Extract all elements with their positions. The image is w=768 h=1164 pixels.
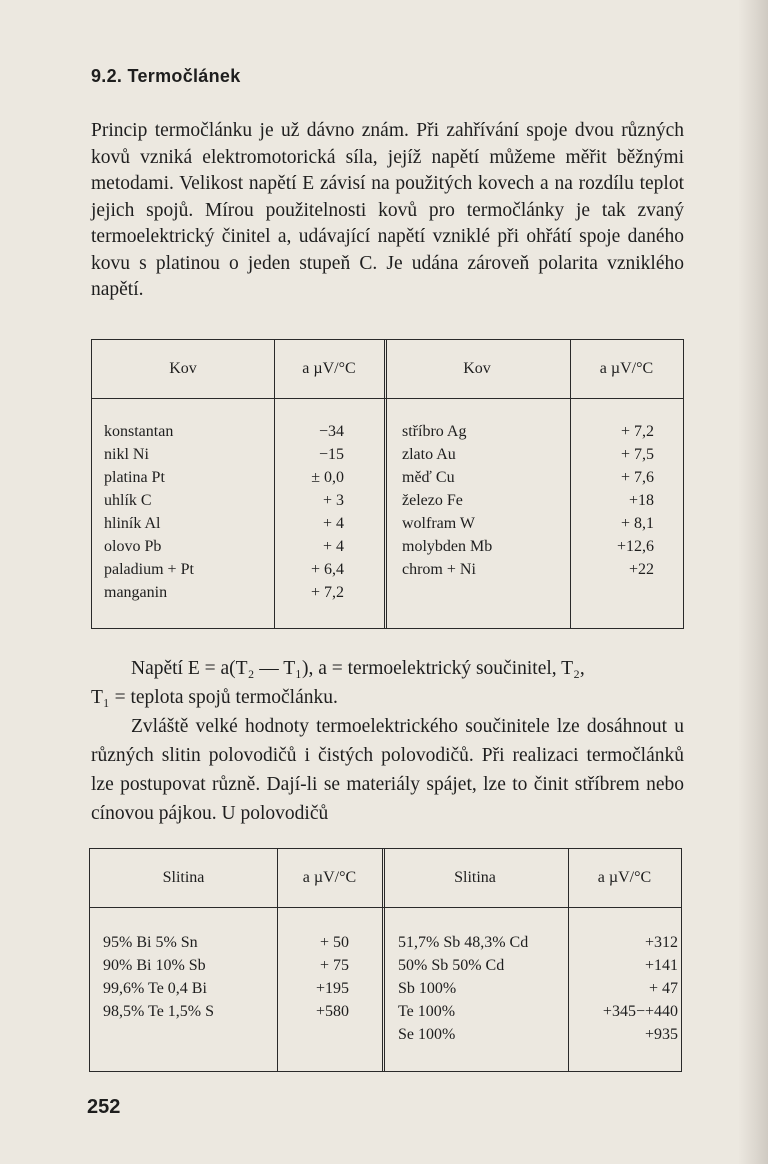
- table-cell: zlato Au: [402, 446, 456, 463]
- table-cell: + 6,4: [310, 561, 344, 578]
- table-cell: železo Fe: [402, 492, 463, 509]
- table-cell: + 7,2: [620, 423, 654, 440]
- header-metal-2: Kov: [463, 360, 491, 377]
- page-number: 252: [87, 1096, 121, 1118]
- table-cell: + 47: [648, 980, 678, 997]
- table-cell: +312: [644, 934, 678, 951]
- table-cell: wolfram W: [402, 515, 476, 532]
- header-alloy-2: Slitina: [454, 869, 496, 886]
- column-divider: [274, 340, 275, 628]
- page-edge: [738, 0, 768, 1164]
- table-cell: molybden Mb: [402, 538, 493, 555]
- table-cell: +345−+440: [602, 1003, 678, 1020]
- table-cell: +22: [628, 561, 654, 578]
- table-cell: 51,7% Sb 48,3% Cd: [398, 934, 529, 951]
- header-coefficient-1: a µV/°C: [302, 360, 356, 377]
- alloys-paragraph: Zvláště velké hodnoty termoelektrického součinitele lze dosáhnout u různých slitin polovodičů i čistých polovodičů. Při realizaci termočlánků lze postupovat různě. Dají-li se materiály spájet, lze to činit stříbrem nebo cínovou pájkou. U polovodičů: [91, 716, 684, 824]
- table-cell: +141: [644, 957, 678, 974]
- table-cell: + 8,1: [620, 515, 654, 532]
- table-cell: 98,5% Te 1,5% S: [103, 1003, 215, 1020]
- table-cell: +935: [644, 1026, 678, 1043]
- intro-paragraph: Princip termočlánku je už dávno znám. Při zahřívání spoje dvou různých kovů vzniká elektromotorická síla, jejíž napětí můžeme měřit běžnými metodami. Velikost napětí E závisí na použitých kovech a na rozdílu teplot jejich spojů. Mírou použitelnosti kovů pro termočlánky je tak zvaný termoelektrický činitel a, udávající napětí vzniklé při ohřátí spoje daného kovu s platinou o jeden stupeň C. Je udána zároveň polarita vzniklého napětí.: [91, 120, 684, 300]
- table-cell: manganin: [104, 584, 168, 601]
- table-cell: ± 0,0: [311, 469, 344, 486]
- formula-paragraph: [91, 654, 684, 712]
- table-cell: +18: [628, 492, 654, 509]
- table-cell: Se 100%: [398, 1026, 456, 1043]
- table-cell: olovo Pb: [104, 538, 162, 555]
- left-metal-names: [104, 420, 194, 604]
- table-cell: +12,6: [616, 538, 654, 555]
- table-cell: 99,6% Te 0,4 Bi: [103, 980, 207, 997]
- table-cell: −34: [318, 423, 344, 440]
- table-cell: −15: [318, 446, 344, 463]
- table-cell: Sb 100%: [398, 980, 457, 997]
- section-heading: 9.2. Termočlánek: [91, 66, 241, 86]
- table-cell: konstantan: [104, 423, 174, 440]
- table-cell: 50% Sb 50% Cd: [398, 957, 505, 974]
- left-alloy-values: [295, 931, 349, 1023]
- header-coefficient-2: a µV/°C: [599, 360, 654, 377]
- table-cell: stříbro Ag: [402, 423, 467, 440]
- table-cell: nikl Ni: [104, 446, 149, 463]
- header-divider: [90, 907, 681, 908]
- table-cell: 90% Bi 10% Sb: [103, 957, 206, 974]
- header-coefficient-2: a µV/°C: [597, 869, 652, 886]
- table-cell: + 75: [319, 957, 349, 974]
- column-divider: [570, 340, 571, 628]
- header-coefficient-1: a µV/°C: [302, 869, 357, 886]
- table-cell: paladium + Pt: [104, 561, 194, 578]
- table-cell: měď Cu: [402, 469, 455, 486]
- table-cell: + 7,2: [310, 584, 344, 601]
- left-metal-values: [292, 420, 344, 604]
- header-divider: [92, 398, 683, 399]
- metals-table: [91, 339, 684, 629]
- right-metal-names: [402, 420, 492, 581]
- right-alloy-values: [570, 931, 678, 1046]
- table-cell: platina Pt: [104, 469, 165, 486]
- formula-line-2: T₁ = teplota spojů termočlánku.: [91, 687, 338, 708]
- column-divider: [384, 340, 387, 628]
- table-cell: chrom + Ni: [402, 561, 476, 578]
- table-cell: +195: [315, 980, 349, 997]
- right-alloy-names: [398, 931, 528, 1046]
- table-cell: + 4: [322, 515, 344, 532]
- table-cell: + 3: [322, 492, 344, 509]
- table-cell: + 7,5: [620, 446, 654, 463]
- formula-line-1: Napětí E = a(T₂ — T₁), a = termoelektrický součinitel, T₂,: [131, 658, 585, 679]
- table-cell: + 50: [319, 934, 349, 951]
- header-alloy-1: Slitina: [162, 869, 205, 886]
- table-cell: uhlík C: [104, 492, 152, 509]
- right-metal-values: [596, 420, 654, 581]
- table-cell: +580: [315, 1003, 349, 1020]
- table-cell: hliník Al: [104, 515, 161, 532]
- header-metal-1: Kov: [169, 360, 197, 377]
- table-cell: + 7,6: [620, 469, 654, 486]
- table-cell: Te 100%: [398, 1003, 456, 1020]
- alloys-table: [89, 848, 682, 1072]
- left-alloy-names: [103, 931, 214, 1023]
- table-cell: + 4: [322, 538, 344, 555]
- table-cell: 95% Bi 5% Sn: [103, 934, 198, 951]
